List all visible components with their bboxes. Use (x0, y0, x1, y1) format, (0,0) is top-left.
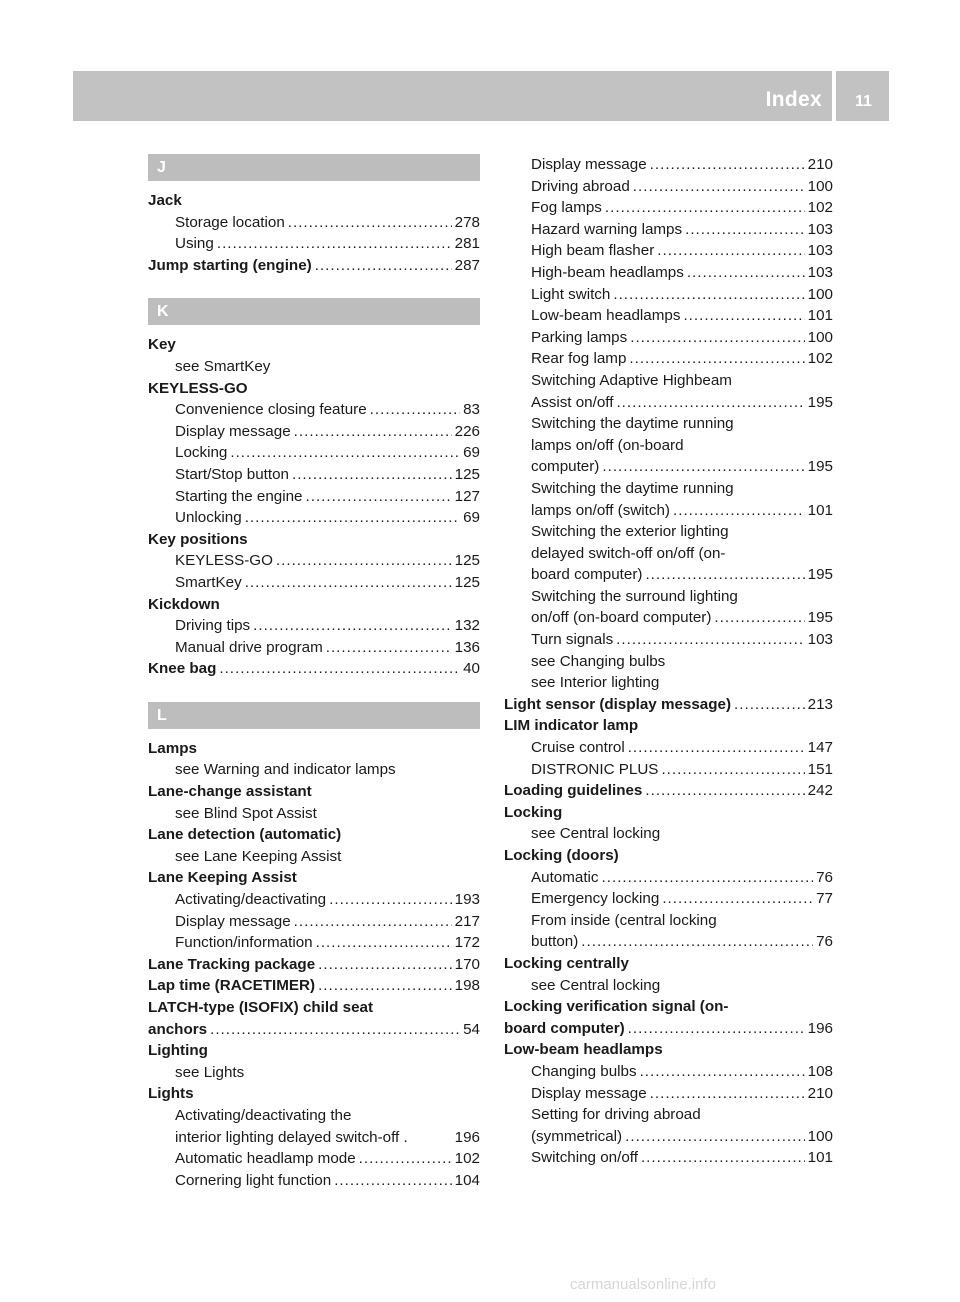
index-subentry[interactable] (504, 456, 833, 478)
index-subentry-text: see Warning and indicator lamps (175, 761, 396, 779)
page-reference[interactable]: 101 (807, 1149, 833, 1167)
entry-label: Driving tips (175, 617, 251, 635)
index-subentry[interactable] (148, 572, 480, 594)
index-subentry-text: Switching the daytime running (531, 415, 734, 433)
dot-leader (625, 1126, 805, 1148)
index-subentry-text: Switching the daytime running (531, 479, 734, 497)
page-reference[interactable]: 210 (807, 156, 833, 173)
entry-label: Switching on/off (531, 1149, 638, 1167)
entry-label: computer) (531, 458, 600, 476)
index-heading: Lane-change assistant (148, 783, 312, 801)
entry-label: Parking lamps (531, 328, 628, 346)
page-reference[interactable]: 100 (807, 285, 833, 303)
dot-leader (581, 931, 813, 953)
dot-leader (306, 486, 452, 508)
entry-label: Turn signals (531, 631, 614, 649)
entry-label: Changing bulbs (531, 1062, 637, 1080)
entry-label: interior lighting delayed switch-off . (175, 1128, 408, 1146)
index-subentry[interactable] (504, 607, 833, 629)
dot-leader (629, 348, 804, 370)
index-subentry[interactable] (148, 1127, 480, 1149)
index-heading: LATCH-type (ISOFIX) child seat (148, 999, 374, 1016)
dot-leader (315, 255, 452, 277)
entry-label: Convenience closing feature (175, 401, 367, 419)
page-reference[interactable]: 108 (807, 1062, 833, 1080)
section-letter-header: J (148, 154, 480, 181)
entry-label: SmartKey (175, 573, 242, 591)
entry-label: High beam flasher (531, 242, 655, 260)
entry-label: Using (175, 235, 214, 253)
entry-label: Display message (531, 1084, 647, 1102)
dot-leader (657, 240, 804, 262)
page-reference[interactable]: 100 (807, 177, 833, 195)
index-subentry[interactable] (148, 550, 480, 572)
index-subentry[interactable] (504, 1083, 833, 1105)
dot-leader (734, 694, 805, 716)
page-reference[interactable]: 100 (807, 1127, 833, 1145)
dot-leader (640, 1061, 805, 1083)
page-reference[interactable]: 54 (463, 1020, 480, 1038)
index-column-right (504, 154, 833, 1169)
index-subentry[interactable] (504, 240, 833, 262)
header-divider (832, 71, 836, 121)
page-reference[interactable]: 101 (807, 307, 833, 325)
index-main-entry[interactable] (148, 1019, 480, 1041)
section-gap (148, 276, 480, 298)
page-reference[interactable]: 210 (807, 1084, 833, 1102)
entry-label: Assist on/off (531, 393, 614, 411)
page-reference[interactable]: 132 (454, 617, 480, 635)
entry-label: Automatic (531, 868, 599, 886)
index-main-entry[interactable] (504, 780, 833, 802)
dot-leader (245, 507, 460, 529)
dot-leader (605, 197, 805, 219)
dot-leader (370, 399, 460, 421)
page-reference[interactable]: 136 (454, 638, 480, 656)
index-subentry[interactable] (504, 284, 833, 306)
page-reference[interactable]: 102 (807, 350, 833, 368)
index-subentry[interactable] (504, 392, 833, 414)
dot-leader (616, 629, 804, 651)
index-heading: Lane Keeping Assist (148, 869, 297, 887)
page-reference[interactable]: 287 (454, 256, 480, 274)
dot-leader (245, 572, 452, 594)
page-reference[interactable]: 102 (454, 1150, 480, 1168)
index-subentry[interactable] (148, 233, 480, 255)
page-number: 11 (855, 93, 872, 110)
page-reference[interactable]: 127 (454, 487, 480, 505)
entry-label: Starting the engine (175, 487, 303, 505)
entry-label: Automatic headlamp mode (175, 1150, 356, 1168)
entry-label: (symmetrical) (531, 1127, 623, 1145)
index-main-entry[interactable] (148, 975, 480, 997)
index-subentry-text: see Lights (175, 1063, 245, 1081)
index-subentry[interactable] (148, 212, 480, 234)
index-subentry-text: see Central locking (531, 976, 661, 994)
page-reference[interactable]: 195 (807, 458, 833, 476)
index-subentry-text: Switching the exterior lighting (531, 523, 729, 541)
dot-leader (602, 867, 814, 889)
dot-leader (685, 219, 805, 241)
entry-label: on/off (on-board computer) (531, 609, 712, 627)
entry-label: Locking (175, 444, 228, 462)
page-reference[interactable]: 195 (807, 609, 833, 627)
page-reference[interactable]: 103 (807, 220, 833, 238)
index-subentry[interactable] (504, 1147, 833, 1169)
page-reference[interactable]: 172 (454, 934, 480, 952)
index-heading: Lights (148, 1085, 194, 1103)
entry-label: Lane Tracking package (148, 955, 316, 973)
dot-leader (661, 759, 804, 781)
index-subentry-text: see Central locking (531, 825, 661, 843)
section-gap (148, 680, 480, 702)
index-heading: Locking verification signal (on- (504, 998, 729, 1016)
page-reference[interactable]: 100 (807, 328, 833, 346)
page-reference[interactable]: 226 (454, 422, 480, 440)
entry-label: Display message (531, 156, 647, 173)
page-reference[interactable]: 76 (816, 933, 833, 951)
index-heading: Lamps (148, 739, 197, 757)
page-reference[interactable]: 104 (454, 1171, 480, 1189)
index-subentry[interactable] (504, 262, 833, 284)
index-subentry[interactable] (504, 931, 833, 953)
dot-leader (650, 154, 805, 176)
index-subentry-text: see Changing bulbs (531, 652, 666, 670)
index-subentry[interactable] (504, 1126, 833, 1148)
index-heading: Kickdown (148, 595, 220, 613)
dot-leader (316, 932, 452, 954)
page-reference[interactable]: 69 (463, 509, 480, 527)
section-letter-header: L (148, 702, 480, 729)
index-subentry[interactable] (148, 911, 480, 933)
entry-label: Emergency locking (531, 890, 660, 908)
entry-label: Unlocking (175, 509, 242, 527)
index-main-entry[interactable] (148, 954, 480, 976)
dot-leader (359, 1148, 452, 1170)
entry-label: Function/information (175, 934, 313, 952)
page-reference[interactable]: 217 (454, 912, 480, 930)
entry-label: Knee bag (148, 660, 217, 678)
page-reference[interactable]: 242 (807, 782, 833, 800)
entry-label: button) (531, 933, 579, 951)
dot-leader (292, 464, 452, 486)
index-main-entry[interactable] (504, 1018, 833, 1040)
index-subentry[interactable] (148, 507, 480, 529)
dot-leader (650, 1083, 805, 1105)
entry-label: anchors (148, 1020, 208, 1038)
page-reference[interactable]: 125 (454, 552, 480, 570)
index-heading: Key positions (148, 530, 248, 548)
index-heading: KEYLESS-GO (148, 379, 248, 397)
page-reference[interactable]: 69 (463, 444, 480, 462)
page-title: Index (765, 88, 822, 111)
index-heading: Low-beam headlamps (504, 1041, 663, 1059)
index-main-entry[interactable] (148, 658, 480, 680)
dot-leader (613, 284, 804, 306)
entry-label: Activating/deactivating (175, 891, 327, 909)
dot-leader (276, 550, 452, 572)
index-subentry[interactable] (148, 464, 480, 486)
entry-label: Display message (175, 422, 291, 440)
entry-label: board computer) (504, 1019, 625, 1037)
index-subentry[interactable] (504, 1061, 833, 1083)
index-subentry-text: Switching Adaptive Highbeam (531, 371, 732, 389)
index-subentry[interactable] (504, 888, 833, 910)
index-subentry[interactable] (148, 932, 480, 954)
index-subentry-text: see SmartKey (175, 357, 271, 375)
index-subentry[interactable] (148, 1170, 480, 1192)
dot-leader (616, 392, 804, 414)
dot-leader (288, 212, 452, 234)
entry-label: Storage location (175, 213, 285, 231)
page-reference[interactable]: 103 (807, 631, 833, 649)
page-reference[interactable]: 103 (807, 242, 833, 260)
page-reference[interactable]: 125 (454, 573, 480, 591)
entry-label: Hazard warning lamps (531, 220, 683, 238)
index-subentry[interactable] (504, 629, 833, 651)
entry-label: KEYLESS-GO (175, 552, 273, 570)
index-subentry[interactable] (148, 399, 480, 421)
entry-label: Lap time (RACETIMER) (148, 977, 316, 995)
entry-label: Fog lamps (531, 199, 602, 217)
index-subentry[interactable] (148, 421, 480, 443)
dot-leader (628, 1018, 805, 1040)
dot-leader (217, 233, 452, 255)
index-heading: Locking (504, 803, 563, 821)
dot-leader (673, 500, 805, 522)
entry-label: Display message (175, 912, 291, 930)
dot-leader (294, 421, 452, 443)
page-reference[interactable]: 193 (454, 891, 480, 909)
page-reference[interactable]: 101 (807, 501, 833, 519)
index-subentry[interactable] (504, 348, 833, 370)
index-subentry[interactable] (504, 867, 833, 889)
index-subentry[interactable] (504, 305, 833, 327)
page-reference[interactable]: 195 (807, 566, 833, 584)
dot-leader (326, 637, 452, 659)
index-heading: Locking (doors) (504, 847, 619, 864)
index-column-left (148, 154, 480, 1191)
entry-label: High-beam headlamps (531, 263, 684, 281)
page-reference[interactable]: 281 (454, 235, 480, 253)
index-subentry-text: see Blind Spot Assist (175, 804, 317, 822)
index-main-entry[interactable] (148, 255, 480, 277)
dot-leader (329, 889, 452, 911)
index-subentry[interactable] (504, 759, 833, 781)
dot-leader (630, 327, 804, 349)
page-reference[interactable]: 83 (463, 401, 480, 419)
index-heading: Locking centrally (504, 954, 629, 972)
watermark: carmanualsonline.info (570, 1276, 716, 1293)
page-reference[interactable]: 125 (454, 465, 480, 483)
index-subentry[interactable] (504, 176, 833, 198)
index-subentry[interactable] (504, 197, 833, 219)
index-subentry[interactable] (148, 889, 480, 911)
dot-leader (683, 305, 804, 327)
dot-leader (687, 262, 805, 284)
index-subentry[interactable] (148, 486, 480, 508)
index-subentry-text: see Lane Keeping Assist (175, 847, 342, 865)
page-reference[interactable]: 76 (816, 868, 833, 886)
dot-leader (641, 1147, 805, 1169)
index-subentry-text: Activating/deactivating the (175, 1106, 352, 1124)
index-heading: Jack (148, 192, 182, 209)
entry-label: Loading guidelines (504, 782, 643, 800)
index-heading: Lighting (148, 1042, 208, 1060)
dot-leader (645, 564, 804, 586)
index-subentry-text: lamps on/off (on-board (531, 436, 684, 454)
index-subentry[interactable] (148, 615, 480, 637)
dot-leader (334, 1170, 451, 1192)
entry-label: Driving abroad (531, 177, 630, 195)
index-subentry[interactable] (504, 737, 833, 759)
index-subentry[interactable] (504, 154, 833, 176)
dot-leader (645, 780, 804, 802)
dot-leader (219, 658, 460, 680)
page-reference[interactable]: 198 (454, 977, 480, 995)
entry-label: Jump starting (engine) (148, 256, 312, 274)
entry-label: Light switch (531, 285, 611, 303)
entry-label: Start/Stop button (175, 465, 289, 483)
index-subentry-text: delayed switch-off on/off (on- (531, 544, 726, 562)
page-reference[interactable]: 196 (454, 1128, 480, 1146)
page-reference[interactable]: 195 (807, 393, 833, 411)
dot-leader (318, 975, 452, 997)
index-subentry[interactable] (504, 500, 833, 522)
index-subentry[interactable] (504, 219, 833, 241)
index-heading: Lane detection (automatic) (148, 826, 342, 844)
page-reference[interactable]: 213 (807, 695, 833, 713)
index-main-entry[interactable] (504, 694, 833, 716)
index-subentry-text: see Interior lighting (531, 674, 660, 692)
dot-leader (294, 911, 452, 933)
entry-label: Cornering light function (175, 1171, 332, 1189)
entry-label: DISTRONIC PLUS (531, 760, 659, 778)
page-reference[interactable]: 77 (816, 890, 833, 908)
entry-label: lamps on/off (switch) (531, 501, 670, 519)
page-reference[interactable]: 103 (807, 263, 833, 281)
dot-leader (628, 737, 805, 759)
dot-leader (633, 176, 805, 198)
index-heading: Key (148, 336, 176, 354)
page-reference[interactable]: 151 (807, 760, 833, 778)
section-letter-header: K (148, 298, 480, 325)
index-subentry-text: From inside (central locking (531, 911, 717, 929)
entry-label: Cruise control (531, 739, 625, 757)
page-reference[interactable]: 102 (807, 199, 833, 217)
index-subentry[interactable] (148, 442, 480, 464)
index-subentry-text: Switching the surround lighting (531, 587, 738, 605)
index-subentry[interactable] (148, 637, 480, 659)
entry-label: Low-beam headlamps (531, 307, 681, 325)
page-reference[interactable]: 40 (463, 660, 480, 678)
dot-leader (662, 888, 813, 910)
page-reference[interactable]: 170 (454, 955, 480, 973)
entry-label: Rear fog lamp (531, 350, 627, 368)
entry-label: Light sensor (display message) (504, 695, 732, 713)
dot-leader (253, 615, 452, 637)
dot-leader (714, 607, 804, 629)
entry-label: board computer) (531, 566, 643, 584)
page-reference[interactable]: 147 (807, 739, 833, 757)
dot-leader (602, 456, 804, 478)
dot-leader (210, 1019, 460, 1041)
index-subentry[interactable] (504, 327, 833, 349)
index-subentry[interactable] (148, 1148, 480, 1170)
index-subentry-text: Setting for driving abroad (531, 1106, 701, 1124)
page-reference[interactable]: 196 (807, 1019, 833, 1037)
dot-leader (318, 954, 452, 976)
dot-leader (230, 442, 460, 464)
entry-label: Manual drive program (175, 638, 323, 656)
index-heading: LIM indicator lamp (504, 717, 639, 735)
index-subentry[interactable] (504, 564, 833, 586)
page-reference[interactable]: 278 (454, 213, 480, 231)
